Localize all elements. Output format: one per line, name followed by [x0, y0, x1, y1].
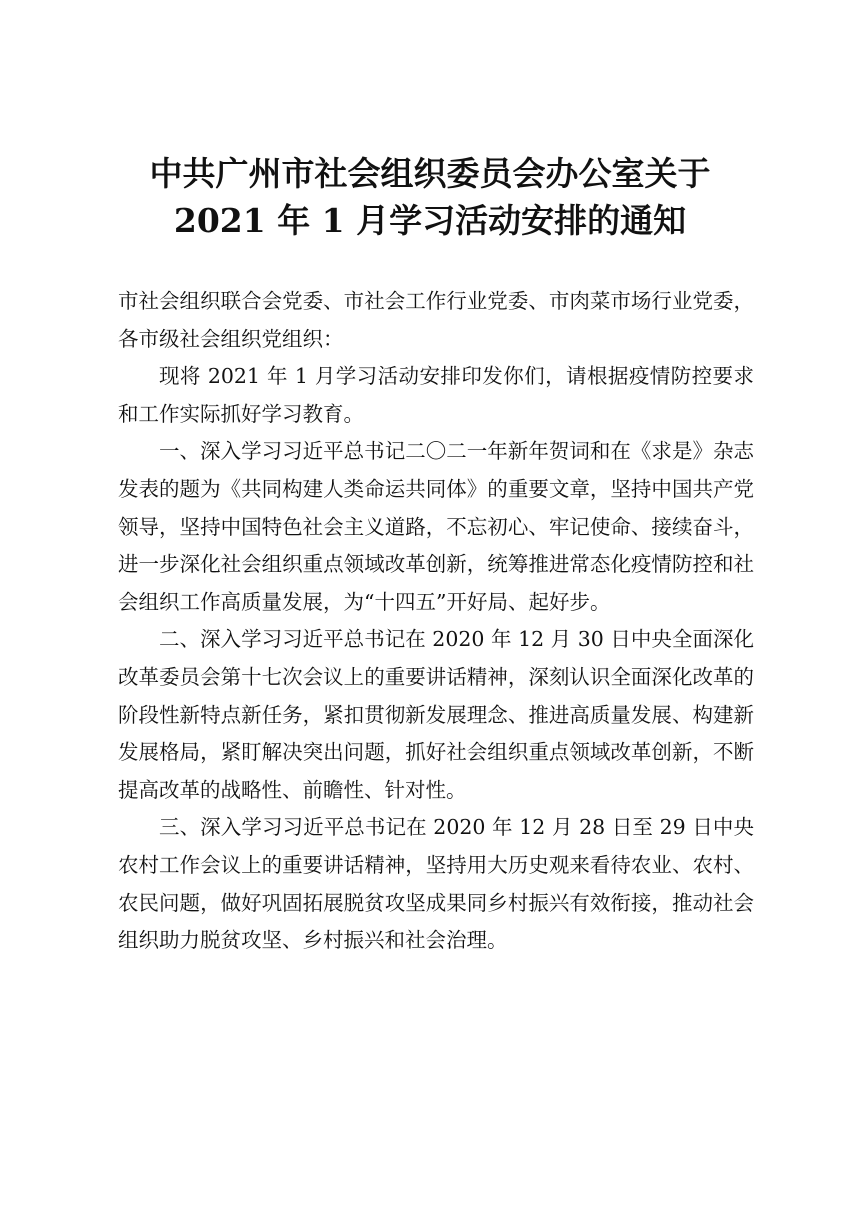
item-two-paragraph: 二、深入学习习近平总书记在 2020 年 12 月 30 日中央全面深化改革委员会第十七次会议上的重要讲话精神，深刻认识全面深化改革的阶段性新特点新任务，紧扣贯彻新发展理念、推进高质量发展、构建新发展格局，紧盯解决突出问题，抓好社会组织重点领域改革创新，不断提高改革的战略性、前瞻性、针对性。 — [118, 627, 754, 802]
document-title — [0, 150, 860, 244]
addressee-paragraph: 市社会组织联合会党委、市社会工作行业党委、市肉菜市场行业党委，各市级社会组织党组织： — [118, 289, 754, 351]
title-line-1: 中共广州市社会组织委员会办公室关于 — [149, 154, 711, 193]
title-line-2: 2021 年 1 月学习活动安排的通知 — [173, 201, 687, 240]
item-three-paragraph: 三、深入学习习近平总书记在 2020 年 12 月 28 日至 29 日中央农村工作会议上的重要讲话精神，坚持用大历史观来看待农业、农村、农民问题，做好巩固拓展脱贫攻坚成果同乡村振兴有效衔接，推动社会组织助力脱贫攻坚、乡村振兴和社会治理。 — [118, 815, 754, 953]
intro-paragraph: 现将 2021 年 1 月学习活动安排印发你们，请根据疫情防控要求和工作实际抓好学习教育。 — [118, 364, 754, 426]
item-one-paragraph: 一、深入学习习近平总书记二〇二一年新年贺词和在《求是》杂志发表的题为《共同构建人类命运共同体》的重要文章，坚持中国共产党领导，坚持中国特色社会主义道路，不忘初心、牢记使命、接续奋斗，进一步深化社会组织重点领域改革创新，统筹推进常态化疫情防控和社会组织工作高质量发展，为“十四五”开好局、起好步。 — [118, 439, 754, 614]
document-body — [118, 283, 754, 960]
